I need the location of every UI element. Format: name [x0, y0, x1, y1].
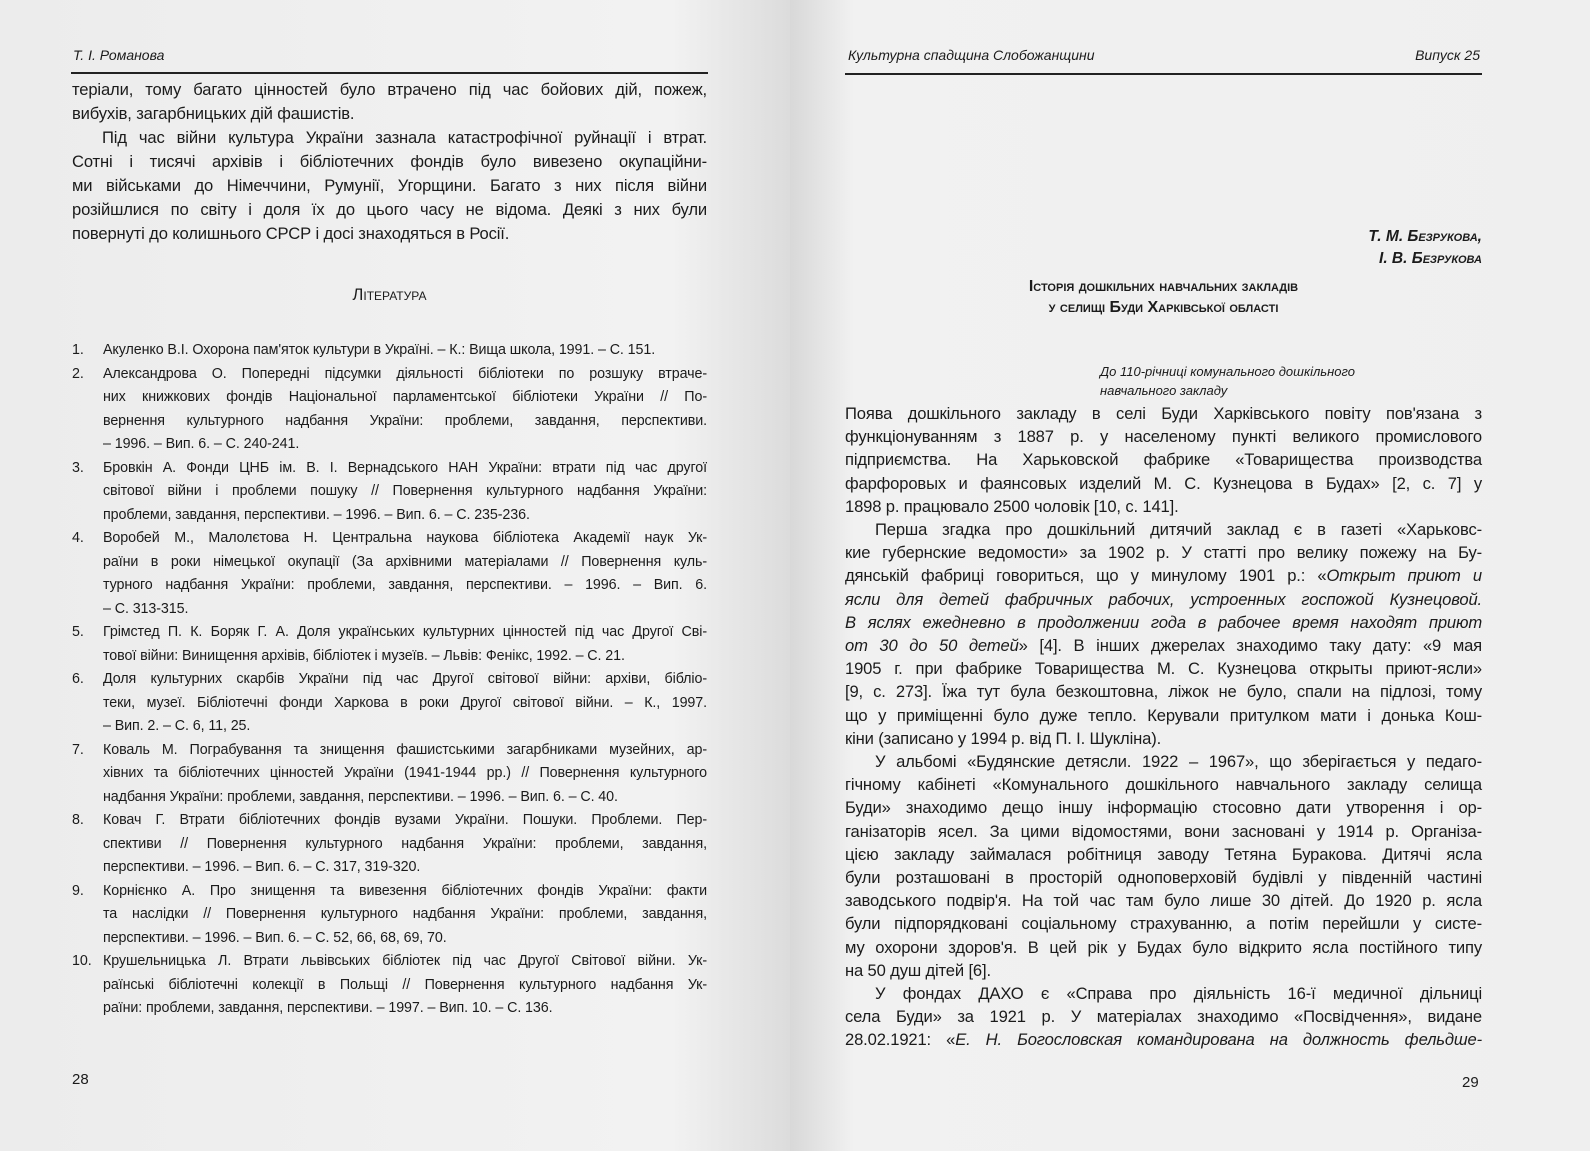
paragraph [845, 982, 1482, 1052]
text-line: вибухів, загарбницьких дій фашистів. [72, 104, 355, 123]
text-line: Доля культурних скарбів України під час Другої світової війни: архіви, бібліо- [103, 671, 707, 687]
text-line: функціонуванням з 1887 р. у населеному пункті великого промислового [845, 427, 1482, 447]
text-line: спективи // Повернення культурного надбання України: проблеми, завдання, [103, 835, 707, 852]
article-title [845, 276, 1482, 318]
reference-text [103, 457, 707, 528]
dedication-line: навчального закладу [1100, 383, 1228, 398]
text-line: теріали, тому багато цінностей було втрачено під час бойових дій, пожеж, [72, 80, 707, 99]
reference-item [72, 668, 707, 739]
text-line [845, 588, 1482, 611]
paragraph [845, 518, 1482, 750]
reference-item [72, 457, 707, 528]
text-line [845, 564, 1482, 587]
text-line: Акуленко В.І. Охорона пам'яток культури в Україні. – К.: Вища школа, 1991. – С. 151. [103, 342, 656, 358]
text-line [845, 611, 1482, 634]
text-line: турного надбання України: проблеми, завдання, перспективи. – 1996. – Вип. 6. [103, 577, 707, 593]
text-line: му охорони здоров'я. В цей рік у Будах було відкрито ясла постійного типу [845, 937, 1482, 957]
text-line: У фондах ДАХО є «Справа про діяльність 16-ї медичної дільниці [875, 984, 1482, 1004]
reference-text [103, 363, 707, 457]
text-line: надбання України: проблеми, завдання, перспективи. – 1996. – Вип. 6. – С. 40. [103, 788, 618, 805]
text-line: – С. 313-315. [103, 600, 189, 617]
references-list [72, 339, 707, 1021]
authors [1368, 226, 1482, 270]
reference-text [103, 621, 707, 668]
text-line: них книжкових фондів Національної парламентської бібліотеки України // По- [103, 389, 707, 405]
reference-number: 4. [72, 530, 84, 546]
right-body-text [845, 402, 1482, 1052]
text-segment: » [4]. В інших джерелах знаходимо таку дату: «9 мая [1018, 636, 1482, 656]
text-line: Коваль М. Пограбування та знищення фашистськими загарбниками музейних, ар- [103, 741, 707, 758]
reference-text [103, 668, 707, 739]
left-page [0, 0, 790, 1151]
text-segment: В яслях ежедневно в продолжении года в рабочее время находят приют [845, 612, 1482, 632]
text-line: та наслідки // Повернення культурного надбання України: проблеми, завдання, [103, 906, 707, 922]
reference-text [103, 339, 707, 363]
reference-text [103, 527, 707, 621]
reference-text [103, 880, 707, 951]
paragraph [845, 402, 1482, 518]
header-rule [845, 73, 1482, 75]
text-line: Перша згадка про дошкільний дитячий заклад є в газеті «Харьковс- [875, 520, 1482, 540]
text-line: Александрова О. Попередні підсумки діяльності бібліотеки по розшуку втраче- [103, 365, 707, 382]
reference-number: 7. [72, 741, 84, 758]
paragraph [72, 126, 707, 246]
text-line: села Буди» за 1921 р. У матеріалах знаходимо «Посвідчення», видане [845, 1007, 1482, 1027]
text-line: [9, с. 273]. Їжа тут була безкоштовна, ліжок не було, спали на підлозі, тому [845, 682, 1482, 702]
text-line: що у приміщенні було дуже тепло. Керували притулком мати і донька Кош- [845, 705, 1482, 725]
reference-number: 8. [72, 812, 84, 828]
text-line: Сотні і тисячі архівів і бібліотечних фондів було вивезено окупаційни- [72, 152, 707, 171]
reference-number: 2. [72, 365, 84, 382]
text-line [845, 634, 1482, 657]
reference-item [72, 739, 707, 810]
text-line: Воробей М., Малолєтова Н. Центральна наукова бібліотека Академії наук Ук- [103, 530, 707, 546]
text-line: – Вип. 2. – С. 6, 11, 25. [103, 718, 251, 734]
running-head-issue: Випуск 25 [1415, 47, 1480, 63]
dedication-line: До 110-річниці комунального дошкільного [1100, 364, 1356, 379]
text-line: раїнські бібліотечні колекції в Польщі // Повернення культурного надбання Ук- [103, 976, 707, 993]
text-line: заводського подвір'я. На той час там було лише 30 дітей. До 1920 р. ясла [845, 891, 1482, 911]
text-line: ганізаторів ясел. За цими відомостями, вони засновані у 1914 р. Організа- [845, 821, 1482, 841]
text-line: Крушельницька Л. Втрати львівських бібліотек під час Другої Світової війни. Ук- [103, 953, 707, 969]
text-line: були розташовані в просторій одноповерховій будівлі у південній частині [845, 868, 1482, 888]
reference-item [72, 809, 707, 880]
dedication [1100, 362, 1355, 400]
text-line: тової війни: Винищення архівів, бібліотек і музеїв. – Львів: Фенікс, 1992. – С. 21. [103, 647, 625, 664]
text-line: були підпорядковані соціальному страхуванню, а потім перейшли у систе- [845, 914, 1482, 934]
text-line: перспективи. – 1996. – Вип. 6. – С. 52, 66, 68, 69, 70. [103, 929, 447, 946]
text-line: розійшлися по світу і доля їх до цього часу не відома. Деякі з них були [72, 200, 707, 219]
text-line: Буди» знаходимо дещо іншу інформацію стосовно дати утворення і ор- [845, 798, 1482, 818]
text-line: раїни в роки німецької окупації (За архівними матеріалами // Повернення куль- [103, 553, 707, 570]
text-line: 1905 г. при фабрике Товарищества М. С. Кузнецова открыты приют-ясли» [845, 659, 1482, 679]
header-rule [71, 72, 708, 74]
text-line: Бровкін А. Фонди ЦНБ ім. В. І. Вернадського НАН України: втрати під час другої [103, 459, 707, 476]
text-line: теки, музеї. Бібліотечні фонди Харкова в роки Другої світової війни. – К., 1997. [103, 694, 707, 711]
text-line: Грімстед П. К. Боряк Г. А. Доля українських культурних цінностей під час Другої Сві- [103, 624, 707, 640]
paragraph [72, 78, 707, 126]
reference-item [72, 527, 707, 621]
text-segment: ясли для детей фабричных рабочих, устроенных госпожой Кузнецовой. [845, 589, 1482, 609]
reference-number: 3. [72, 459, 84, 476]
text-line: У альбомі «Будянские детясли. 1922 – 1967», що зберігається у педаго- [875, 752, 1482, 772]
author-1: Т. М. Безрукова, [1368, 228, 1482, 245]
running-head-journal: Культурна спадщина Слобожанщини [848, 47, 1095, 63]
text-segment: Е. Н. Богословская командирована на должность фельдше- [955, 1030, 1482, 1050]
text-segment: дянській фабриці говориться, що у минулому 1901 р.: « [845, 566, 1327, 586]
text-line: Корнієнко А. Про знищення та вивезення бібліотечних фондів України: факти [103, 882, 707, 899]
left-body-text [72, 78, 707, 246]
text-line: кіни (записано у 1994 р. від П. І. Шукліна). [845, 728, 1162, 748]
text-line: проблеми, завдання, перспективи. – 1996. – Вип. 6. – С. 235-236. [103, 506, 530, 523]
right-page [790, 0, 1590, 1151]
reference-number: 10. [72, 953, 92, 969]
text-line: цією закладу займалася робітниця заводу Тетяна Буракова. Дитячі ясла [845, 844, 1482, 864]
reference-number: 6. [72, 671, 84, 687]
page-number: 28 [72, 1071, 89, 1088]
text-line: ми військами до Німеччини, Румунії, Угорщини. Багато з них після війни [72, 176, 707, 195]
text-line: Поява дошкільного закладу в селі Буди Харківського повіту пов'язана з [845, 404, 1482, 423]
reference-text [103, 950, 707, 1021]
reference-text [103, 739, 707, 810]
title-line: у селищі Буди Харківської області [1048, 299, 1279, 316]
text-line: Ковач Г. Втрати бібліотечних фондів вузами України. Пошуки. Проблеми. Пер- [103, 812, 707, 828]
reference-number: 5. [72, 624, 84, 640]
author-2: І. В. Безрукова [1379, 250, 1482, 267]
text-line [845, 1028, 1482, 1051]
text-line: кие губернские ведомости» за 1902 р. У статті про велику пожежу на Бу- [845, 543, 1482, 563]
text-segment: Открыт приют и [1326, 566, 1482, 586]
title-line: Історія дошкільних навчальних закладів [1028, 278, 1299, 295]
page-number: 29 [1462, 1074, 1479, 1091]
reference-item [72, 621, 707, 668]
text-line: Під час війни культура України зазнала катастрофічної руйнації і втрат. [102, 128, 707, 147]
text-line: – 1996. – Вип. 6. – С. 240-241. [103, 436, 300, 452]
reference-item [72, 880, 707, 951]
paragraph [845, 750, 1482, 982]
text-line: 1898 р. працювало 2500 чоловік [10, с. 141]. [845, 496, 1179, 516]
text-line: хівних та бібліотечних цінностей України (1941-1944 рр.) // Повернення культурного [103, 765, 707, 781]
text-line: перспективи. – 1996. – Вип. 6. – С. 317, 319-320. [103, 859, 421, 875]
reference-item [72, 339, 707, 363]
text-line: раїни: проблеми, завдання, перспективи. – 1997. – Вип. 10. – С. 136. [103, 1000, 553, 1016]
text-line: гічному кабінеті «Комунального дошкільного навчального закладу селища [845, 775, 1482, 795]
reference-item [72, 363, 707, 457]
text-segment: 28.02.1921: « [845, 1030, 956, 1050]
text-line: фарфоровых и фаянсовых изделий М. С. Кузнецова в Будах» [2, с. 7] у [845, 473, 1482, 493]
references-heading: Література [352, 286, 427, 304]
text-line: світової війни і проблеми пошуку // Повернення культурного надбання України: [103, 483, 707, 499]
text-segment: от 30 до 50 детей [845, 636, 1019, 656]
running-head-author: Т. І. Романова [73, 47, 165, 63]
reference-number: 1. [72, 342, 84, 358]
reference-text [103, 809, 707, 880]
text-line: підприємства. На Харьковской фабрике «Товарищества производства [845, 450, 1482, 470]
text-line: повернуті до колишнього СРСР і досі знаходяться в Росії. [72, 224, 510, 243]
reference-item [72, 950, 707, 1021]
text-line: вернення культурного надбання України: проблеми, завдання, перспективи. [103, 412, 707, 429]
reference-number: 9. [72, 882, 84, 899]
text-line: на 50 душ дітей [6]. [845, 960, 991, 980]
